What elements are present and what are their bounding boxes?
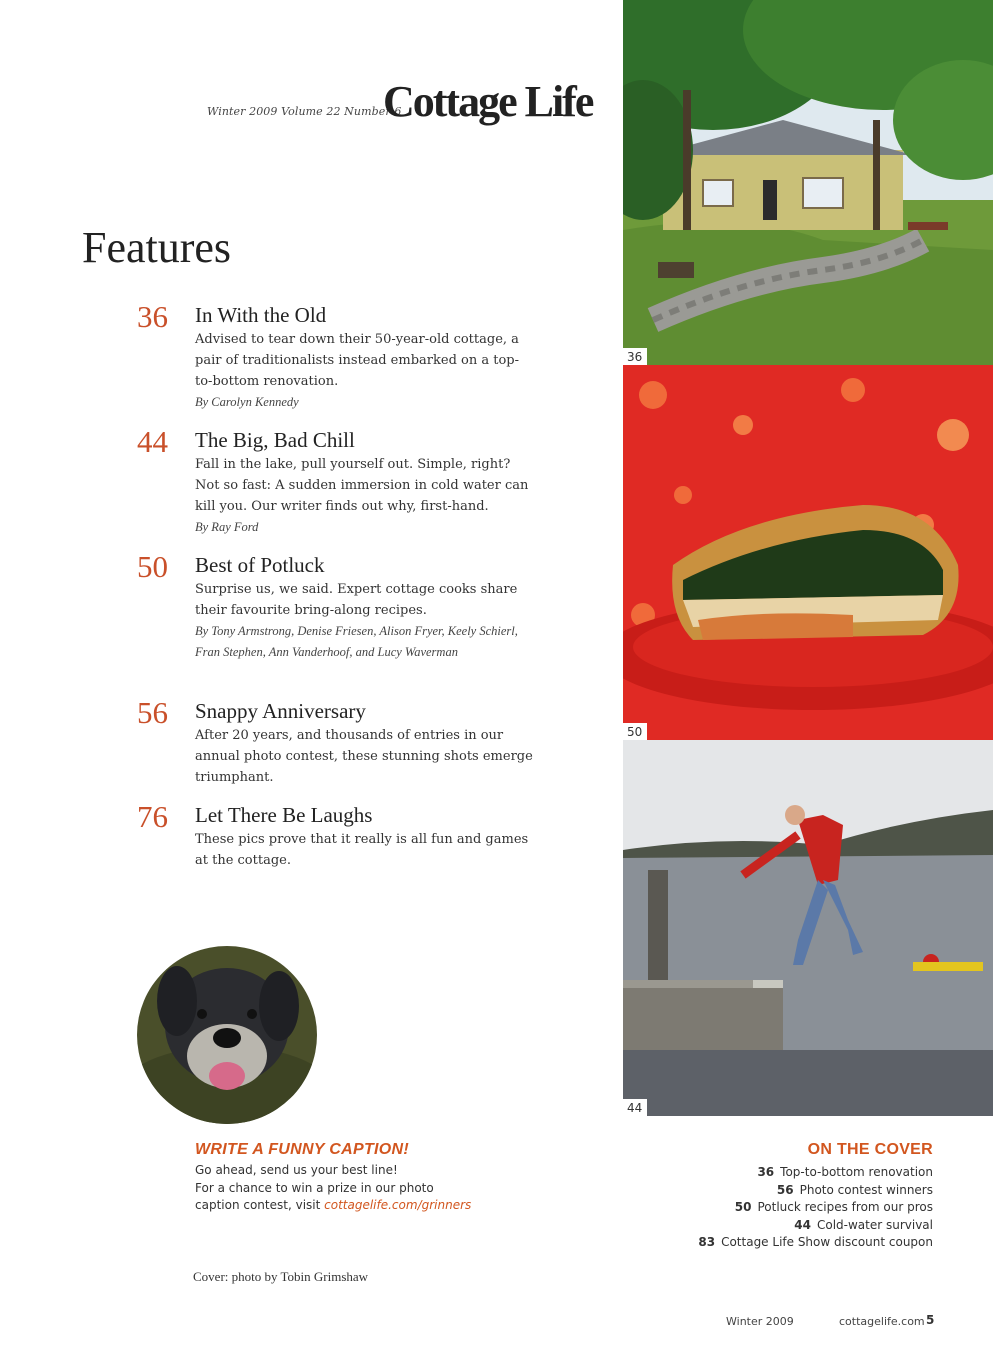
cover-item-text: Potluck recipes from our pros bbox=[757, 1200, 933, 1214]
cover-item-text: Cold-water survival bbox=[816, 1217, 933, 1232]
cover-item-page: 36 bbox=[757, 1165, 775, 1179]
potluck-image bbox=[623, 365, 993, 740]
feature-page-number: 44 bbox=[137, 424, 168, 459]
page-title: Features bbox=[82, 223, 232, 272]
caption-line: Go ahead, send us your best line! bbox=[195, 1163, 398, 1177]
dog-image bbox=[137, 946, 317, 1124]
feature-page-number: 36 bbox=[137, 299, 168, 334]
grinners-link[interactable]: cottagelife.com/grinners bbox=[324, 1198, 472, 1212]
feature-page-number: 56 bbox=[137, 695, 168, 730]
feature-description: Surprise us, we said. Expert cottage cooks share their favourite bring-along recipes. bbox=[195, 582, 518, 618]
potluck-photo[interactable] bbox=[623, 365, 993, 740]
cold-water-photo[interactable] bbox=[623, 740, 993, 1116]
cottage-image bbox=[623, 0, 993, 365]
dog-photo[interactable] bbox=[137, 946, 317, 1124]
caption-contest-text bbox=[195, 1162, 485, 1215]
photo-page-label: 36 bbox=[623, 348, 647, 365]
feature-description: These pics prove that it really is all fun and games at the cottage. bbox=[195, 832, 529, 868]
photo-page-label: 44 bbox=[623, 1099, 647, 1116]
cover-item[interactable] bbox=[698, 1182, 933, 1200]
cover-item-text: Cottage Life Show discount coupon bbox=[721, 1235, 933, 1249]
cover-item-page: 44 bbox=[794, 1217, 811, 1232]
cold-water-image bbox=[623, 740, 993, 1116]
footer-issue: Winter 2009 bbox=[726, 1315, 794, 1328]
cover-item[interactable] bbox=[698, 1217, 933, 1235]
feature-description: Fall in the lake, pull yourself out. Simple, right? Not so fast: A sudden immersion in cold water can kill you. Our writer finds out why, first-hand. bbox=[195, 457, 529, 514]
photo-page-label: 50 bbox=[623, 723, 647, 740]
feature-title: Best of Potluck bbox=[195, 553, 325, 577]
cover-item-page: 83 bbox=[698, 1235, 716, 1249]
caption-line: For a chance to win a prize in our photo bbox=[195, 1180, 434, 1195]
page-number: 5 bbox=[926, 1313, 935, 1327]
caption-line: caption contest, visit bbox=[195, 1198, 325, 1212]
caption-contest-heading: WRITE A FUNNY CAPTION! bbox=[195, 1141, 409, 1158]
cover-item[interactable] bbox=[698, 1164, 933, 1182]
feature-title: The Big, Bad Chill bbox=[195, 428, 355, 452]
cover-credit: Cover: photo by Tobin Grimshaw bbox=[193, 1269, 369, 1284]
feature-byline: By Carolyn Kennedy bbox=[195, 395, 299, 409]
cover-item[interactable] bbox=[698, 1199, 933, 1217]
feature-description: Advised to tear down their 50-year-old cottage, a pair of traditionalists instead embarked on a top-to-bottom renovation. bbox=[195, 332, 519, 389]
feature-title: Snappy Anniversary bbox=[195, 699, 366, 723]
feature-title: In With the Old bbox=[195, 303, 327, 327]
cover-item[interactable] bbox=[698, 1234, 933, 1252]
magazine-logo: Cottage Life bbox=[383, 77, 593, 126]
on-the-cover-heading: ON THE COVER bbox=[807, 1141, 933, 1158]
feature-byline: By Tony Armstrong, Denise Friesen, Alison Fryer, Keely Schierl, Fran Stephen, Ann Vanderhoof, and Lucy Waverman bbox=[195, 624, 518, 659]
feature-title: Let There Be Laughs bbox=[195, 803, 373, 827]
cover-item-page: 50 bbox=[734, 1200, 752, 1214]
issue-info: Winter 2009 Volume 22 Number 6 bbox=[207, 105, 402, 118]
cottage-photo[interactable] bbox=[623, 0, 993, 365]
feature-page-number: 50 bbox=[137, 549, 168, 584]
cover-item-text: Top-to-bottom renovation bbox=[780, 1165, 933, 1179]
footer-site[interactable]: cottagelife.com bbox=[839, 1315, 925, 1328]
feature-byline: By Ray Ford bbox=[195, 520, 259, 534]
cover-item-text: Photo contest winners bbox=[799, 1182, 933, 1197]
on-the-cover-list bbox=[698, 1164, 933, 1252]
feature-page-number: 76 bbox=[137, 799, 168, 834]
cover-item-page: 56 bbox=[776, 1182, 794, 1197]
feature-description: After 20 years, and thousands of entries in our annual photo contest, these stunning shots emerge triumphant. bbox=[195, 728, 533, 785]
